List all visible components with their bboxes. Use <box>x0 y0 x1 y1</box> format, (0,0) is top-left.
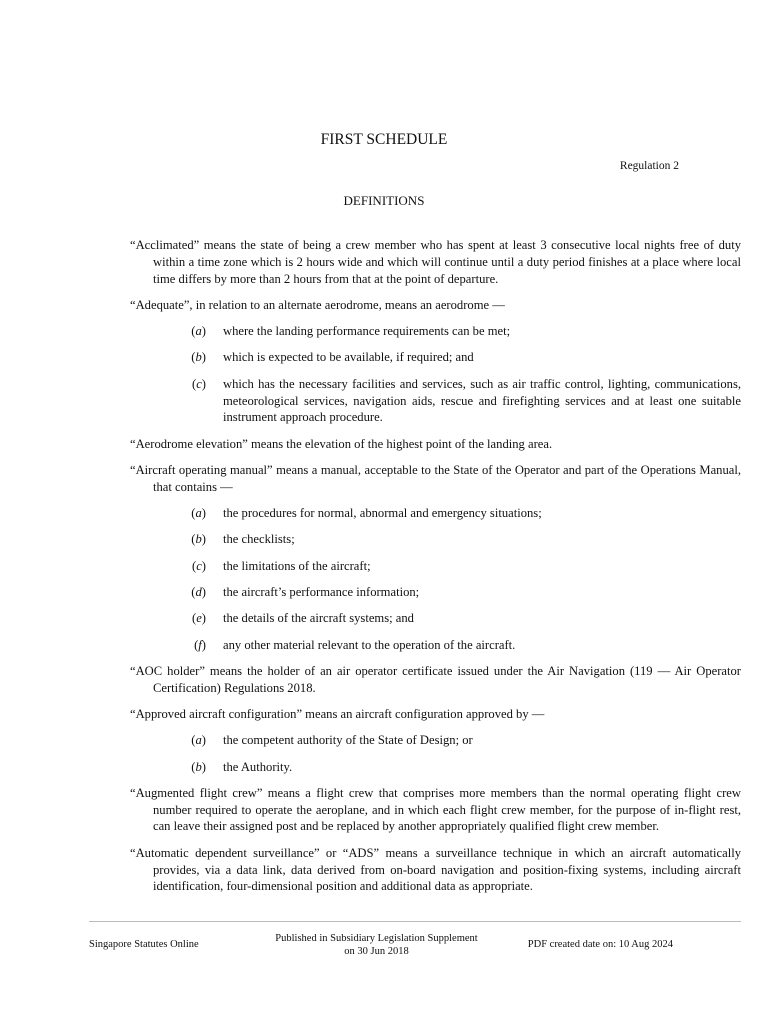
subitem-letter: d <box>195 584 202 599</box>
subitem-text: which is expected to be available, if required; and <box>223 350 474 365</box>
subitem-letter: b <box>195 759 202 774</box>
definition-paragraph: “Aircraft operating manual” means a manual, acceptable to the State of the Operator and part of the Operations Manual, that contains — <box>130 462 741 494</box>
footer-source: Singapore Statutes Online <box>89 939 199 950</box>
subitem-label: (e) <box>192 611 206 626</box>
subitem-letter: a <box>195 506 202 521</box>
subitem-label: (a) <box>191 324 206 339</box>
subitem-label: (b) <box>191 532 206 547</box>
footer-divider <box>89 921 741 922</box>
subitem-letter: a <box>195 733 202 748</box>
definition-paragraph: “AOC holder” means the holder of an air operator certificate issued under the Air Navigation (119 — Air Operator Certification) Regulations 2018. <box>130 663 741 695</box>
subitem-letter: e <box>196 611 202 626</box>
subitem-letter: c <box>196 376 202 391</box>
subitem-label: (c) <box>192 376 206 391</box>
subitem-text: the procedures for normal, abnormal and emergency situations; <box>223 506 542 521</box>
subitem-text: the competent authority of the State of Design; or <box>223 733 473 748</box>
subitem-letter: c <box>196 558 202 573</box>
subitem-text: the checklists; <box>223 532 295 547</box>
definition-subitem <box>130 584 741 601</box>
definition-subitem <box>130 376 741 426</box>
definition-paragraph: “Acclimated” means the state of being a crew member who has spent at least 3 consecutive local nights free of duty within a time zone which is 2 hours wide and which will continue until a duty period finishes at a place where local time differs by more than 2 hours from that at the point of departure. <box>130 238 741 286</box>
definition-paragraph: “Aerodrome elevation” means the elevation of the highest point of the landing area. <box>130 436 553 451</box>
definition-paragraph: “Adequate”, in relation to an alternate aerodrome, means an aerodrome — <box>130 297 505 312</box>
subitem-text: where the landing performance requirements can be met; <box>223 324 511 339</box>
footer-publication <box>259 932 494 958</box>
subitem-letter: f <box>198 637 202 652</box>
definition-subitem <box>130 637 741 654</box>
definition-subitem <box>130 558 741 575</box>
definition-subitem <box>130 505 741 522</box>
subitem-text: the details of the aircraft systems; and <box>223 611 414 626</box>
definition-paragraph: “Augmented flight crew” means a flight crew that comprises more members than the normal operating flight crew number required to operate the aeroplane, and in which each flight crew member, for the purpose of in-flight rest, can leave their assigned post and be replaced by another appropriately qualified flight crew member. <box>130 785 741 834</box>
subitem-label: (a) <box>191 506 206 521</box>
definition-subitem <box>130 323 741 340</box>
definition-subitem <box>130 732 741 749</box>
subitem-text: which has the necessary facilities and services, such as air traffic control, lighting, communications, meteorological services, navigation aids, rescue and firefighting services and at least one suitable instrument approach procedure. <box>223 376 741 425</box>
subitem-label: (d) <box>191 584 206 599</box>
subitem-letter: b <box>195 350 202 365</box>
subitem-text: any other material relevant to the operation of the aircraft. <box>223 637 516 652</box>
definition-subitem <box>130 531 741 548</box>
definition-subitem <box>130 610 741 627</box>
section-title: DEFINITIONS <box>343 193 425 208</box>
subitem-label: (c) <box>192 558 206 573</box>
footer-publication-line-2: on 30 Jun 2018 <box>344 946 409 957</box>
definition-subitem <box>130 349 741 366</box>
subitem-letter: a <box>195 324 202 339</box>
subitem-text: the aircraft’s performance information; <box>223 584 420 599</box>
subitem-label: (b) <box>191 350 206 365</box>
definition-paragraph: “Automatic dependent surveillance” or “ADS” means a surveillance technique in which an aircraft automatically provides, via a data link, data derived from on-board navigation and position-fixing systems, including aircraft identification, four-dimensional position and additional data as appropriate. <box>130 845 741 894</box>
subitem-letter: b <box>195 532 202 547</box>
subitem-text: the limitations of the aircraft; <box>223 558 371 573</box>
subitem-label: (f) <box>194 637 206 652</box>
definitions-body <box>130 237 741 905</box>
definition-paragraph: “Approved aircraft configuration” means an aircraft configuration approved by — <box>130 706 545 721</box>
subitem-label: (a) <box>191 733 206 748</box>
regulation-reference: Regulation 2 <box>619 160 679 172</box>
footer-publication-line-1: Published in Subsidiary Legislation Supplement <box>275 933 478 944</box>
definition-subitem <box>130 759 741 776</box>
subitem-label: (b) <box>191 759 206 774</box>
footer-pdf-date: PDF created date on: 10 Aug 2024 <box>527 939 673 950</box>
schedule-title: FIRST SCHEDULE <box>320 131 448 148</box>
subitem-text: the Authority. <box>223 759 293 774</box>
